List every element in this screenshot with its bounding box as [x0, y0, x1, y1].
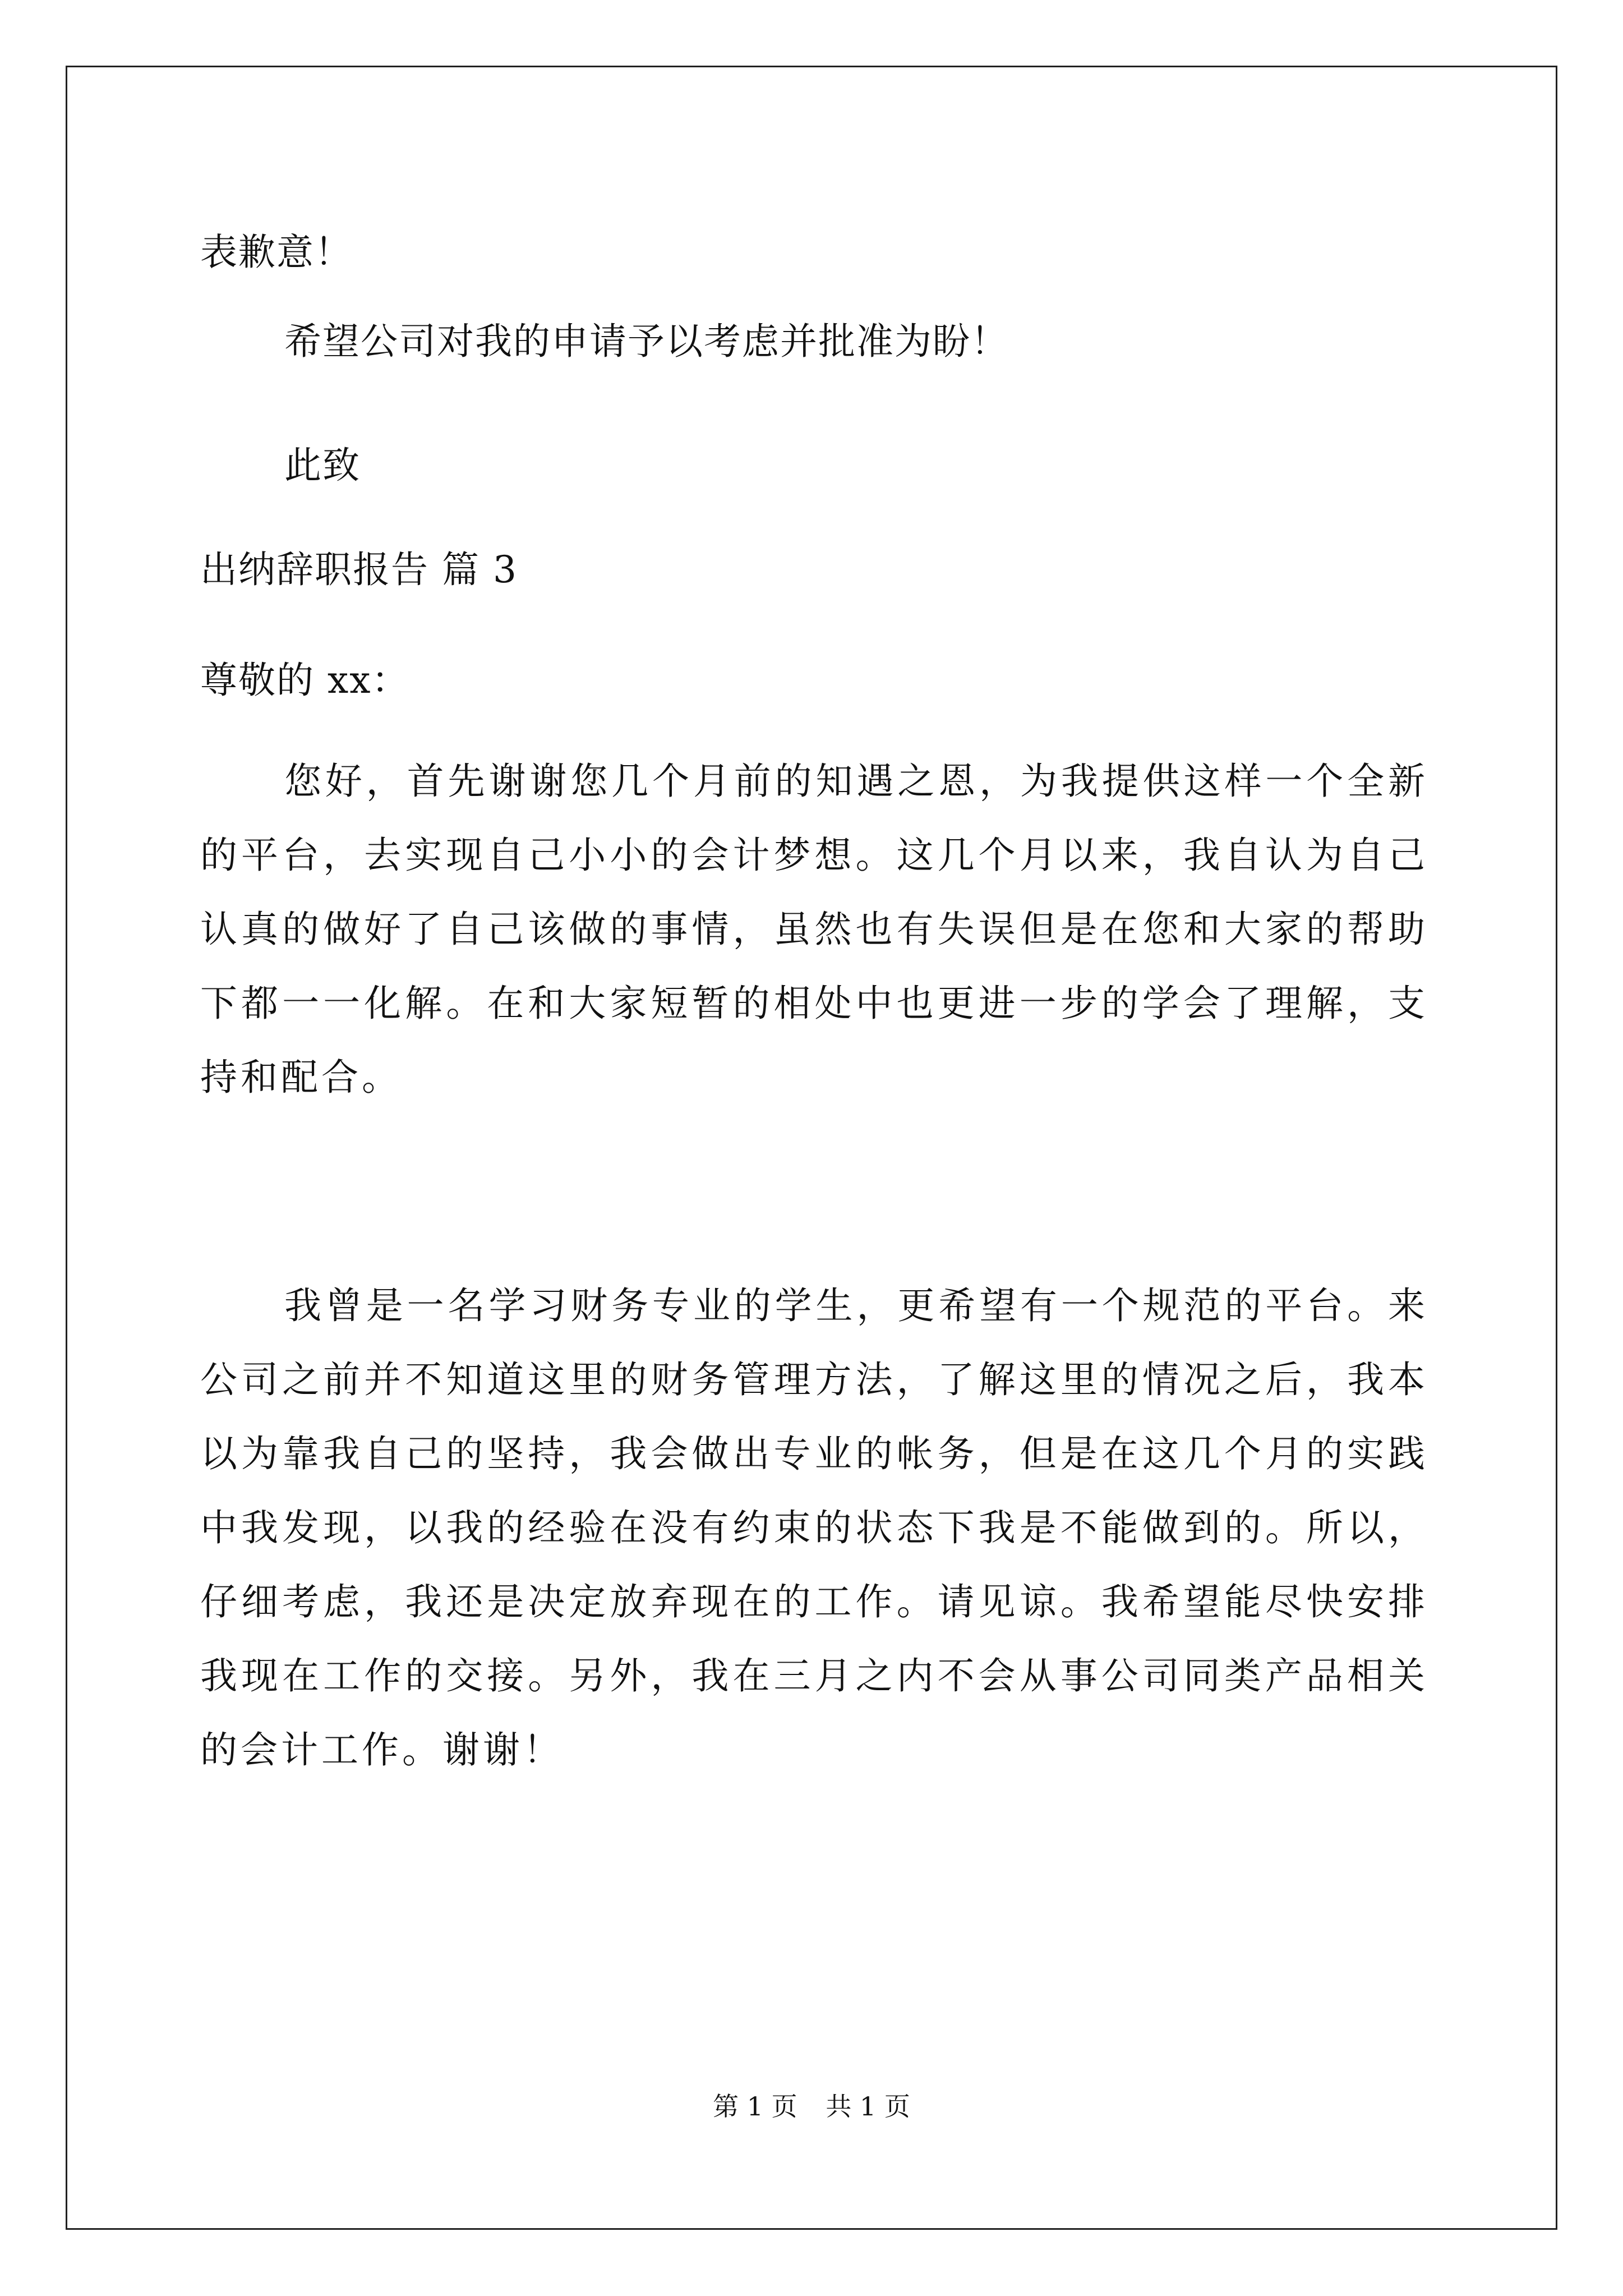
section-title: 出纳辞职报告 篇 3: [200, 548, 518, 591]
page-border: [66, 66, 1557, 2230]
page-number: 第 1 页: [713, 2091, 797, 2122]
opening-fragment: 表歉意！: [200, 231, 353, 274]
closing-line: 此致: [284, 444, 361, 487]
page-footer: [0, 2090, 1623, 2123]
request-line: 希望公司对我的申请予以考虑并批准为盼！: [284, 320, 1009, 363]
paragraph-2: 我曾是一名学习财务专业的学生，更希望有一个规范的平台。来公司之前并不知道这里的财务管理方法，了解这里的情况之后，我本以为靠我自己的坚持，我会做出专业的帐务，但是在这几个月的实践中我发现，以我的经验在没有约束的状态下我是不能做到的。所以，仔细考虑，我还是决定放弃现在的工作。请见谅。我希望能尽快安排我现在工作的交接。另外，我在三月之内不会从事公司同类产品相关的会计工作。谢谢！: [200, 1284, 1428, 1772]
paragraph-1: 您好，首先谢谢您几个月前的知遇之恩，为我提供这样一个全新的平台，去实现自己小小的会计梦想。这几个月以来，我自认为自己认真的做好了自己该做的事情，虽然也有失误但是在您和大家的帮助下都一一化解。在和大家短暂的相处中也更进一步的学会了理解，支持和配合。: [200, 760, 1428, 1099]
salutation: 尊敬的 xx：: [200, 659, 410, 702]
page-total: 共 1 页: [826, 2091, 910, 2122]
